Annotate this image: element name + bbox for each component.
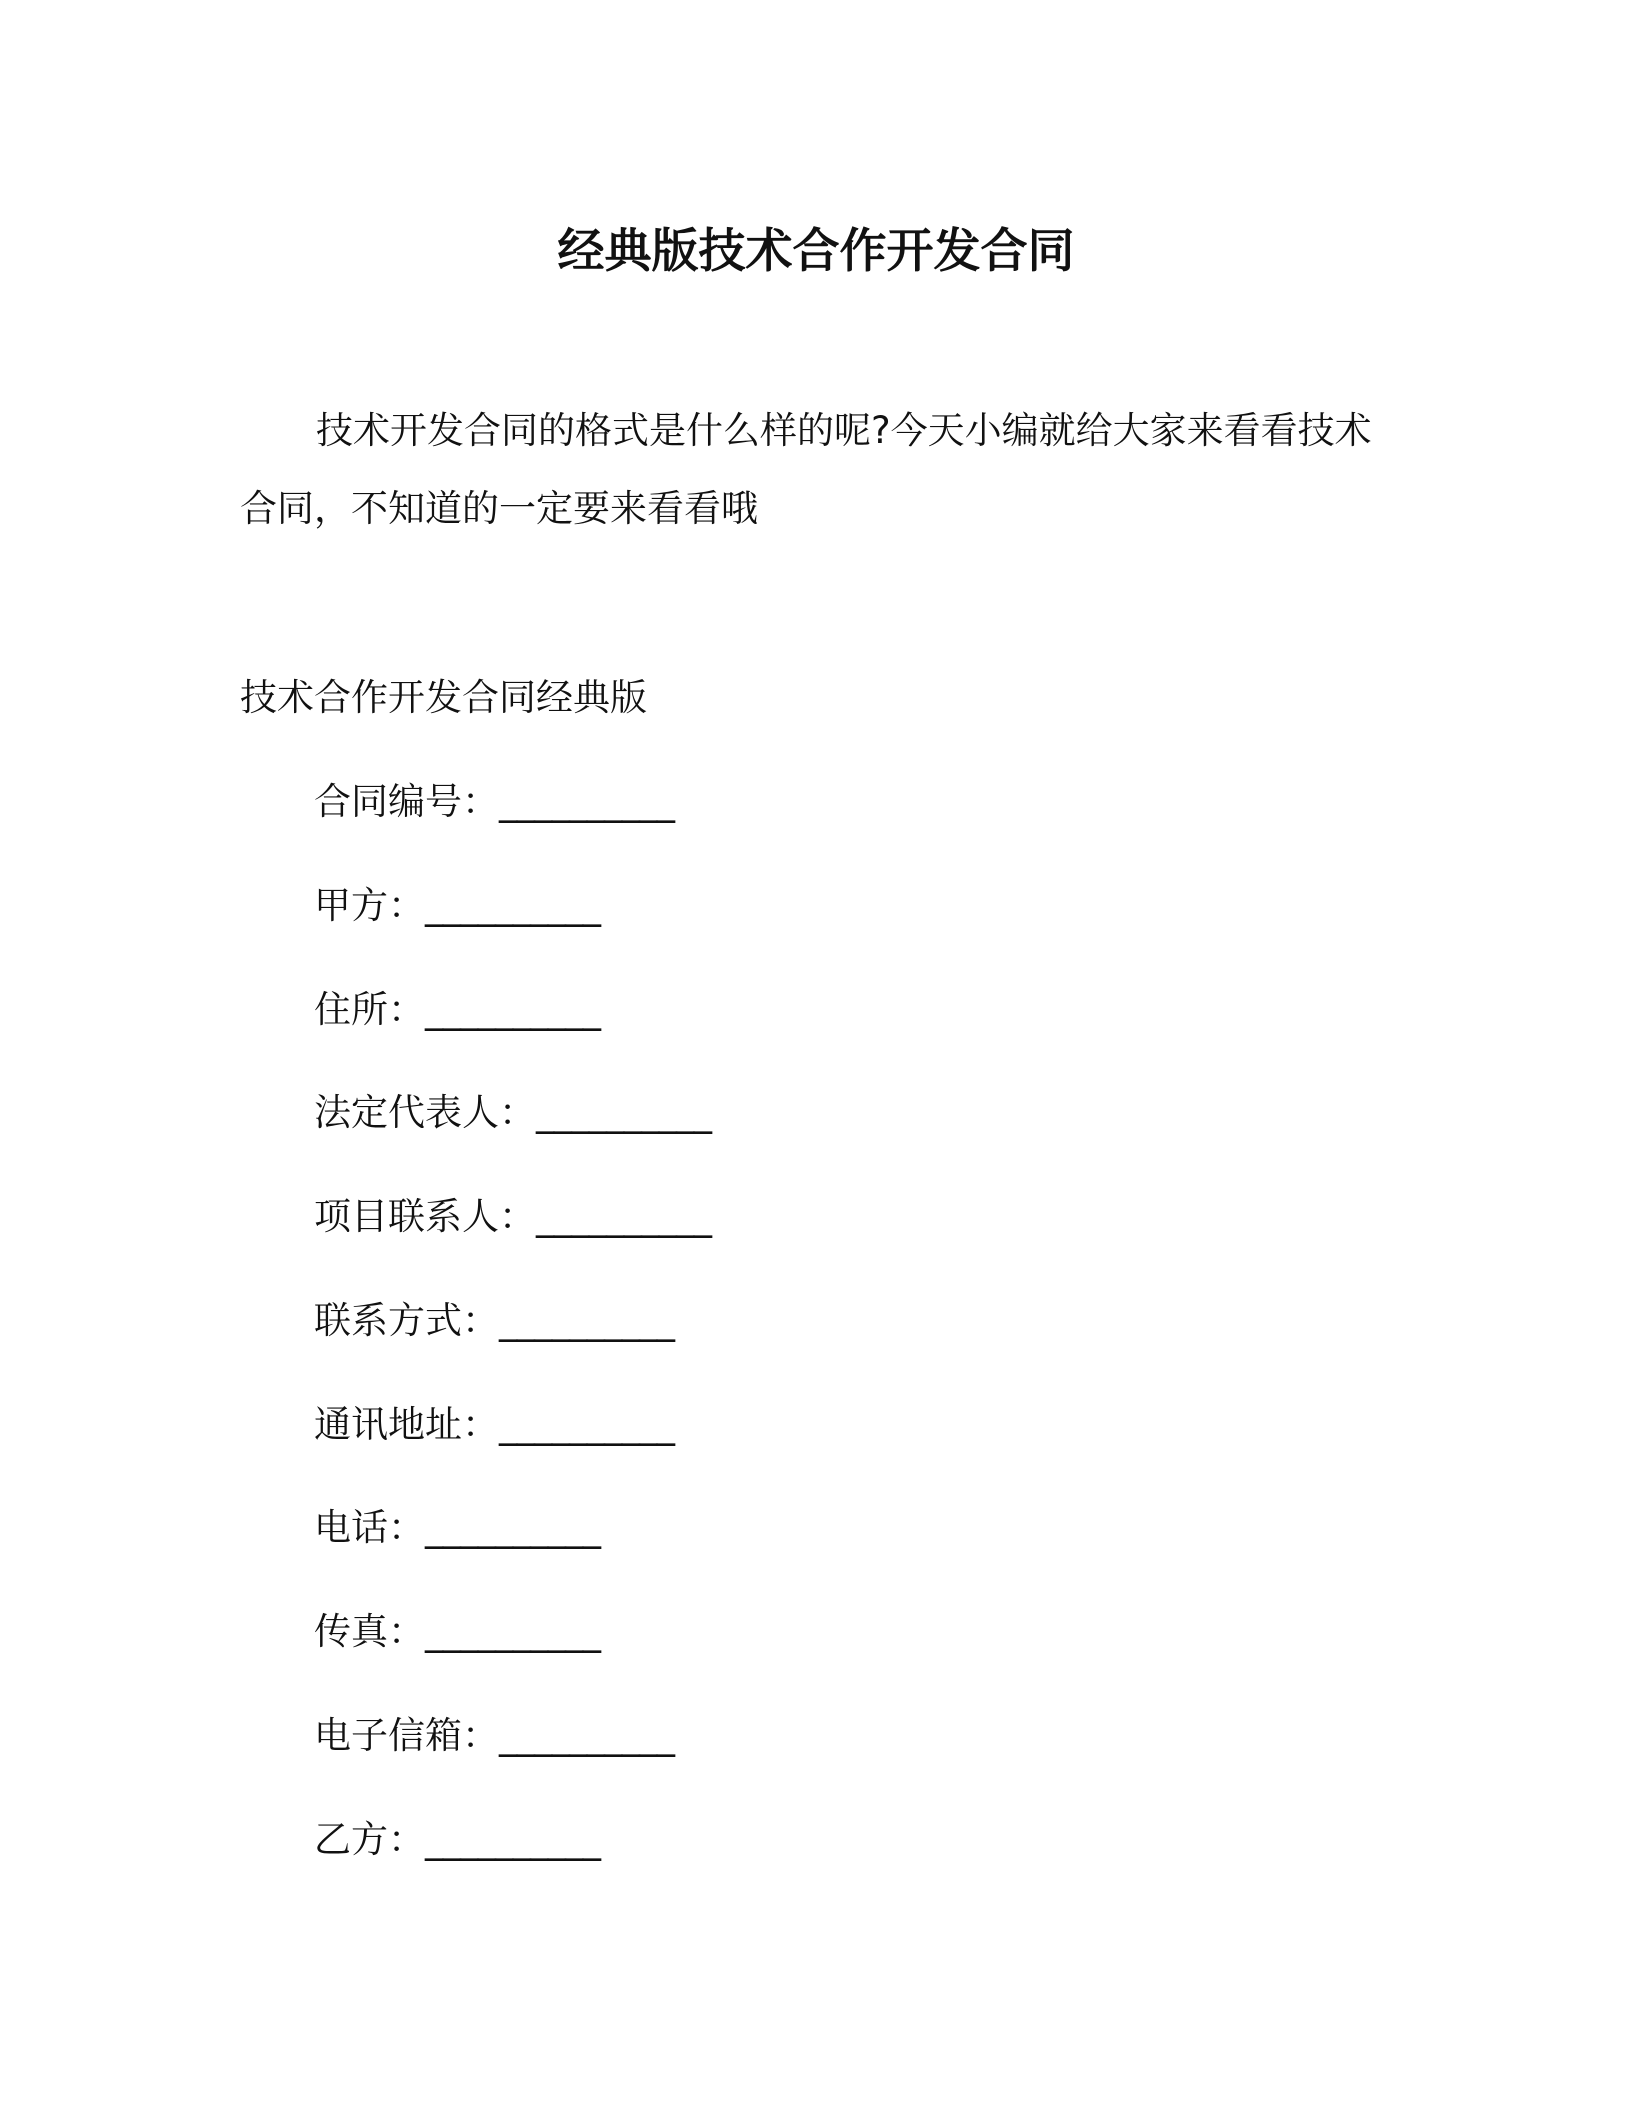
field-blank: __________ bbox=[536, 1091, 711, 1134]
field-party-a bbox=[314, 878, 600, 934]
field-label: 住所： bbox=[314, 988, 425, 1031]
field-label: 电子信箱： bbox=[314, 1714, 499, 1757]
field-blank: __________ bbox=[425, 1506, 600, 1549]
field-email bbox=[314, 1708, 674, 1764]
field-blank: __________ bbox=[425, 988, 600, 1031]
field-label: 合同编号： bbox=[314, 780, 499, 823]
field-label: 电话： bbox=[314, 1506, 425, 1549]
field-blank: __________ bbox=[499, 1714, 674, 1757]
field-blank: __________ bbox=[499, 780, 674, 823]
field-project-contact bbox=[314, 1189, 711, 1245]
field-blank: __________ bbox=[499, 1299, 674, 1342]
field-label: 传真： bbox=[314, 1610, 425, 1653]
field-blank: __________ bbox=[425, 1610, 600, 1653]
field-party-b bbox=[314, 1812, 600, 1868]
field-fax bbox=[314, 1604, 600, 1660]
field-label: 甲方： bbox=[314, 884, 425, 927]
intro-paragraph: 技术开发合同的格式是什么样的呢?今天小编就给大家来看看技术合同，不知道的一定要来看看哦 bbox=[240, 409, 1372, 530]
field-blank: __________ bbox=[425, 1818, 600, 1861]
field-address bbox=[314, 982, 600, 1038]
field-legal-representative bbox=[314, 1085, 711, 1141]
field-label: 联系方式： bbox=[314, 1299, 499, 1342]
field-blank: __________ bbox=[499, 1403, 674, 1446]
document-title: 经典版技术合作开发合同 bbox=[557, 224, 1075, 279]
field-contact-method bbox=[314, 1293, 674, 1349]
field-blank: __________ bbox=[536, 1195, 711, 1238]
field-phone bbox=[314, 1500, 600, 1556]
field-label: 法定代表人： bbox=[314, 1091, 536, 1134]
field-contract-number bbox=[314, 774, 674, 830]
field-label: 乙方： bbox=[314, 1818, 425, 1861]
section-heading: 技术合作开发合同经典版 bbox=[240, 676, 647, 719]
field-label: 通讯地址： bbox=[314, 1403, 499, 1446]
field-blank: __________ bbox=[425, 884, 600, 927]
field-mailing-address bbox=[314, 1397, 674, 1453]
field-label: 项目联系人： bbox=[314, 1195, 536, 1238]
